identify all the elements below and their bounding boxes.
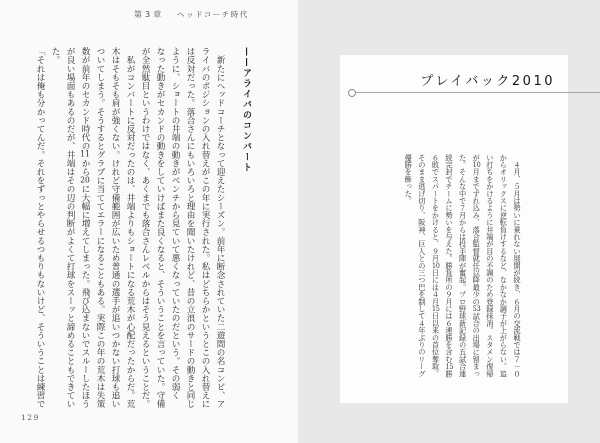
text-column: ６敗でスパートをかけると、９月10日には４月15日以来の首位奪取。 [431, 154, 441, 378]
text-column: が良い場面もあるのだが、井端はその辺の判断がよくて打球をスーッと諦めることもできてい [65, 47, 75, 409]
text-column: 優勝を飾った。 [404, 154, 414, 205]
text-column: そのまま逃げ切り、阪神、巨人との三つ巴を制して４年ぶりのリーグ [417, 154, 427, 378]
page-number: 129 [21, 413, 40, 422]
text-column: が10月までずれ込み、落合監督就任以降最少の53試合の出場に留まっ [472, 154, 482, 378]
running-head [134, 9, 249, 20]
text-column: は反対だった。落合さんにもいろいろと理由を聞いたけれど、昔の立浪のサードの動きと同じ [185, 47, 195, 409]
playback-column-box [340, 55, 568, 403]
text-column: なった動きがセカンドの動きをしていけばまた良くなると、そういうことを言っていた。守備 [155, 47, 165, 409]
chapter-number: 第3章 [134, 10, 165, 19]
left-page [0, 0, 298, 443]
text-column: ライバのポジションの入れ替えがこの年に実行された。私はどちらかというとこの入れ替えに [200, 47, 210, 409]
text-column: 私がコンバートに反対だったのは、井端よりもショートになる荒木が心配だったからだ。荒 [125, 47, 135, 409]
text-column: からオリックスに逆転負けするなど、なかなか調子が上がらない。追 [499, 154, 509, 378]
text-column: ４月、５月は勢いに乗れない展開が続き、６月の交流戦では７－０ [513, 154, 522, 378]
section-heading: ——アライバのコンバート [241, 47, 251, 173]
text-column: 木はそもそも肩が強くない。けれど守備範囲が広いため普通の選手が追いつかない打球も追い [110, 47, 120, 409]
text-column: ように、ショートの井端の動きがベンチから見ていて悪くなっていたのだという。その弱く [170, 47, 180, 400]
text-column: た。そんな中で７月からは投手陣が奮起。プロ野球新記録の五試合連 [458, 154, 468, 378]
text-column: が全然駄目というわけではなく、あくまでも落合さんレベルからはそう見えるということだ。 [140, 47, 150, 409]
left-page-body [32, 47, 254, 423]
text-column: 続完封でチームに勢いを与えた。勝負所の９月には６連勝を含む15勝 [445, 154, 455, 378]
text-column: 数が前年のセカンド時代の11から20に大幅に増えてしまった。飛び込まないでスルーしたほう [80, 47, 90, 409]
chapter-title: ヘッドコーチ時代 [177, 10, 249, 19]
title-rule-ring-icon [348, 89, 356, 97]
text-column: 新たにヘッドコーチとなって迎えたシーズン。前年に断念されていた二遊間の名コンビ、ア [215, 47, 225, 409]
text-column: た。 [50, 47, 60, 65]
title-rule-line [355, 92, 600, 93]
text-column: ついてしまう。そうするとグラブに当ててエラーになることもある。実際この年の荒木は失策 [95, 47, 105, 409]
text-column: 「それは俺も分かってんだ。それをずっとやらせるつもりもないけど、そういうことは練習で [35, 47, 45, 409]
text-column: い打ちをかけるように井端が目の不調のため登録抹消。スタメン復帰 [485, 154, 495, 378]
column-box-title: プレイバック2010 [420, 74, 555, 89]
right-page-body [402, 154, 524, 388]
right-page [298, 0, 600, 443]
